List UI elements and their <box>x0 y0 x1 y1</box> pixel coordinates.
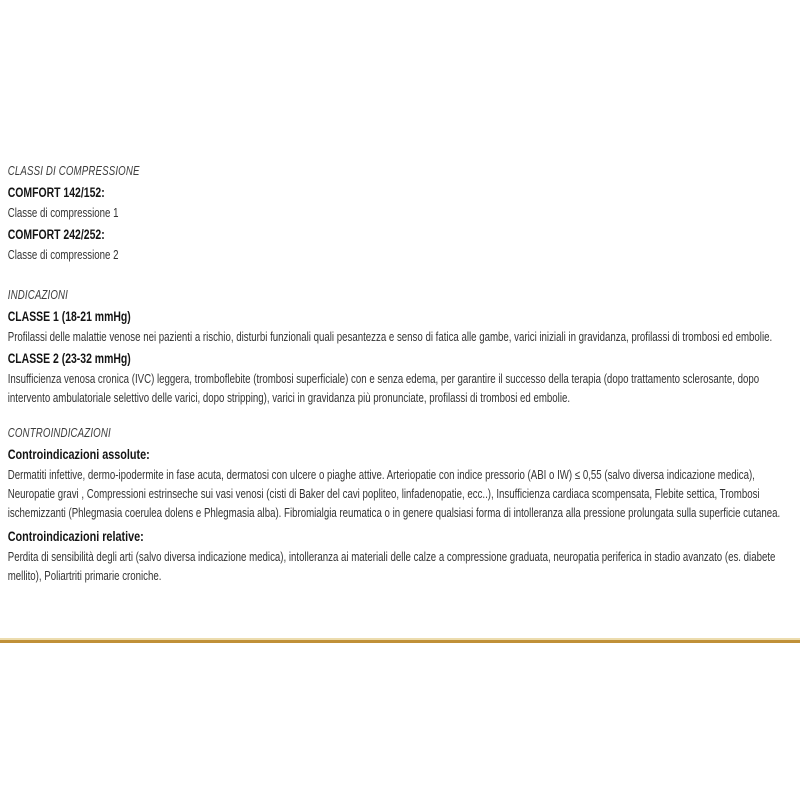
section-heading-classi-di-compressione: CLASSI DI COMPRESSIONE <box>7 164 140 178</box>
comfort-142-152-class-value: Classe di compressione 1 <box>7 206 119 220</box>
classe-2-indications-paragraph: Insufficienza venosa cronica (IVC) leggera, tromboflebite (trombosi superficiale) con e senza edema, per garantire il successo della terapia (dopo trattamento sclerosante, dopo intervento ambulatoriale selettivo delle varici, dopo stripping), varici in gravidanza più pronunciate, profilassi di trombosi ed embolie. <box>7 372 760 405</box>
classe-1-pressure-heading: CLASSE 1 (18-21 mmHg) <box>7 309 131 324</box>
gold-divider-line <box>0 638 800 643</box>
absolute-contraindications-paragraph: Dermatiti infettive, dermo-ipodermite in fase acuta, dermatosi con ulcere o piaghe attive. Arteriopatie con indice pressorio (ABI o IW) ≤ 0,55 (salvo diversa indicazione medica), Neuropatie gravi , Compressioni estrinseche sui vasi venosi (cisti di Baker del cavi popliteo, linfadenopatie, ecc..), Insufficienza cardiaca scompensata, Flebite settica, Trombosi ischemizzanti (Phlegmasia coerulea dolens e Phlegmasia alba). Fibromialgia reumatica o in genere qualsiasi forma di intolleranza alla pressione prolungata sulla superficie cutanea. <box>7 468 781 520</box>
relative-contraindications-heading: Controindicazioni relative: <box>7 528 144 544</box>
section-heading-indicazioni: INDICAZIONI <box>7 288 69 302</box>
comfort-142-152-label: COMFORT 142/152: <box>7 185 105 200</box>
comfort-242-252-class-value: Classe di compressione 2 <box>7 248 119 262</box>
absolute-contraindications-heading: Controindicazioni assolute: <box>7 446 150 462</box>
section-heading-controindicazioni: CONTROINDICAZIONI <box>7 426 111 440</box>
classe-2-pressure-heading: CLASSE 2 (23-32 mmHg) <box>7 351 131 366</box>
classe-1-indications-paragraph: Profilassi delle malattie venose nei pazienti a rischio, disturbi funzionali quali pesantezza e senso di fatica alle gambe, varici iniziali in gravidanza, profilassi di trombosi ed embolie. <box>7 330 773 344</box>
comfort-242-252-label: COMFORT 242/252: <box>7 227 105 242</box>
relative-contraindications-paragraph: Perdita di sensibilità degli arti (salvo diversa indicazione medica), intolleranza ai materiali delle calze a compressione graduata, neuropatia periferica in stadio avanzato (es. diabete mellito), Poliartriti primarie croniche. <box>7 550 776 583</box>
